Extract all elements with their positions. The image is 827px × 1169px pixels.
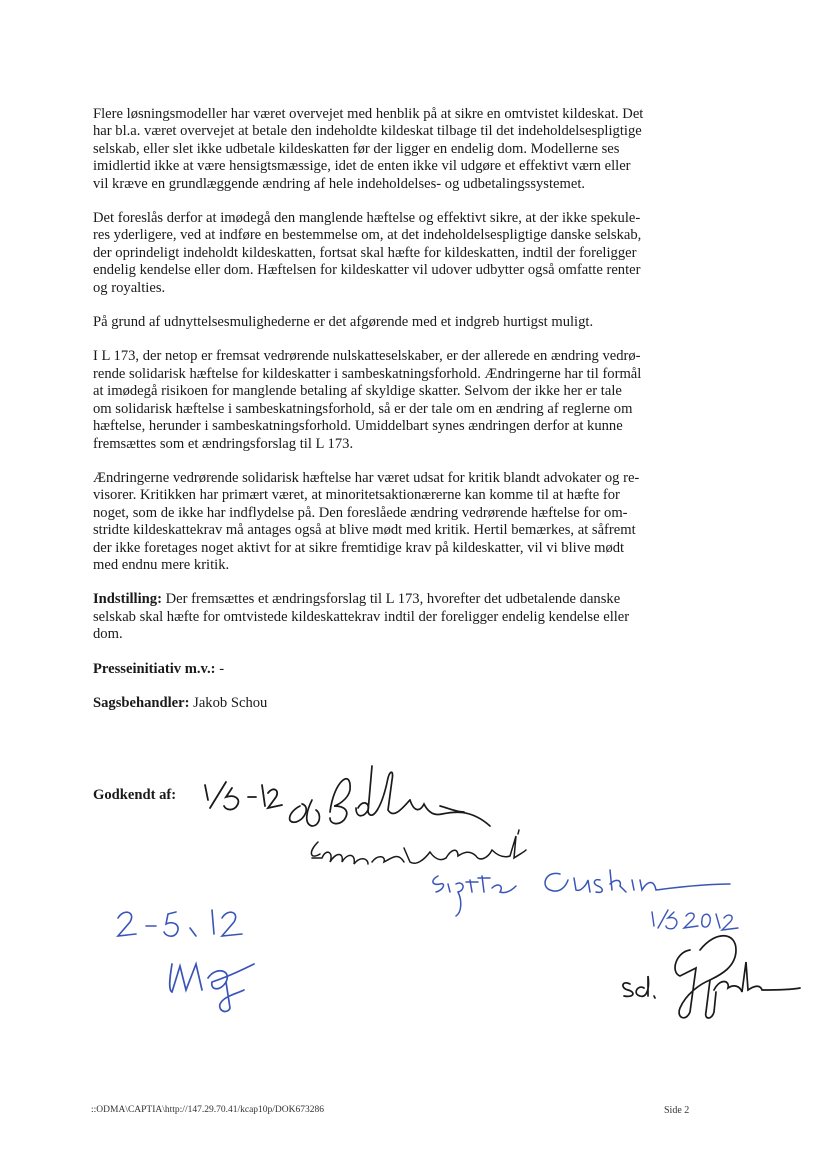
paragraph-line: endelig kendelse eller dom. Hæftelsen for kildeskatter vil udover udbytter også omfatte renter xyxy=(93,262,641,279)
paragraph-line: noget, som de ikke har indflydelse på. Den foreslåede ændring vedrørende hæftelse for om- xyxy=(93,504,628,521)
paragraph-line: vil kræve en grundlæggende ændring af hele indeholdelses- og udbetalingssystemet. xyxy=(93,175,586,192)
footer-document-path: ::ODMA\CAPTIA\http://147.29.70.41/kcap10p/DOK673286 xyxy=(91,1105,325,1115)
paragraph-line: visorer. Kritikken har primært været, at minoritetsaktionærerne kan komme til at hæfte for xyxy=(93,487,620,504)
sagsbehandler-label: Sagsbehandler: xyxy=(93,694,190,711)
paragraph-line: har bl.a. været overvejet at betale den indeholdte kildeskat tilbage til det indeholdelsespligtige xyxy=(93,123,642,140)
indstilling-line: dom. xyxy=(93,626,123,643)
indstilling-line: Der fremsættes et ændringsforslag til L 173, hvorefter det udbetalende danske xyxy=(161,591,621,608)
paragraph-line: selskab, eller slet ikke udbetale kildeskatten før der ligger en endelig dom. Modellerne ses xyxy=(93,140,620,157)
handwritten-date-3 xyxy=(118,910,242,936)
footer-page-number: Side 2 xyxy=(664,1105,690,1116)
godkendt-label: Godkendt af: xyxy=(93,787,177,803)
handwritten-initials xyxy=(170,964,254,1011)
presseinitiativ-label: Presseinitiativ m.v.: xyxy=(93,660,216,677)
paragraph-line: imidlertid ikke at være hensigtsmæssige, idet de enten ikke vil udgøre et effektivt værn eller xyxy=(93,158,631,175)
paragraph-line: Flere løsningsmodeller har været overvejet med henblik på at sikre en omtvistet kildeskat. Det xyxy=(93,106,644,122)
indstilling-label: Indstilling: xyxy=(93,591,162,608)
paragraph-line: res yderligere, ved at indføre en bestemmelse om, at det indeholdelsespligtige danske selskab, xyxy=(93,227,642,244)
paragraph-line: med endnu mere kritik. xyxy=(93,556,230,573)
paragraph-line: hæftelse, herunder i sambeskatningsforhold. Umiddelbart synes ændringen derfor at kunne xyxy=(93,418,623,435)
paragraph-line: stridte kildeskattekrav må antages også at blive mødt med kritik. Hertil bemærkes, at såfremt xyxy=(93,522,636,539)
paragraph-line: rende solidarisk hæftelse for kildeskatter i sambeskatningsforhold. Ændringerne har til formål xyxy=(93,365,642,382)
signature-2 xyxy=(311,830,526,864)
paragraph-line: Ændringerne vedrørende solidarisk hæftelse har været udsat for kritik blandt advokater og re- xyxy=(93,469,640,486)
presseinitiativ-value: - xyxy=(215,660,225,677)
indstilling-line: selskab skal hæfte for omtvistede kildeskattekrav indtil der foreligger endelig kendelse eller xyxy=(93,608,630,625)
signature-3 xyxy=(623,936,800,1018)
paragraph-line: fremsættes som et ændringsforslag til L 173. xyxy=(93,435,354,452)
paragraph-line: om solidarisk hæftelse i sambeskatningsforhold, så er der tale om en ændring af reglerne om xyxy=(93,400,633,417)
paragraph-line: I L 173, der netop er fremsat vedrørende nulskatteselskaber, er der allerede en ændring vedrø- xyxy=(93,348,641,365)
paragraph-line: at imødegå risikoen for manglende betaling af skyldige skatter. Selvom der ikke her er tale xyxy=(93,383,622,400)
sagsbehandler-value: Jakob Schou xyxy=(189,694,268,711)
paragraph-line: Det foreslås derfor at imødegå den manglende hæftelse og effektivt sikre, at der ikke spekule- xyxy=(93,210,641,227)
paragraph-line: der ikke foretages noget aktivt for at sikre fremtidige krav på kildeskatter, vil vi blive mødt xyxy=(93,539,625,556)
paragraph-line: der oprindeligt indeholdt kildeskatten, fortsat skal hæfte for kildeskatten, indtil der foreligger xyxy=(93,244,637,261)
handwritten-date-2 xyxy=(652,910,738,930)
signature-1 xyxy=(290,766,490,826)
handwritten-date-1 xyxy=(205,782,282,810)
handwritten-note xyxy=(433,870,730,916)
paragraph-line: På grund af udnyttelsesmulighederne er det afgørende med et indgreb hurtigst muligt. xyxy=(93,314,594,331)
paragraph-line: og royalties. xyxy=(93,279,166,296)
